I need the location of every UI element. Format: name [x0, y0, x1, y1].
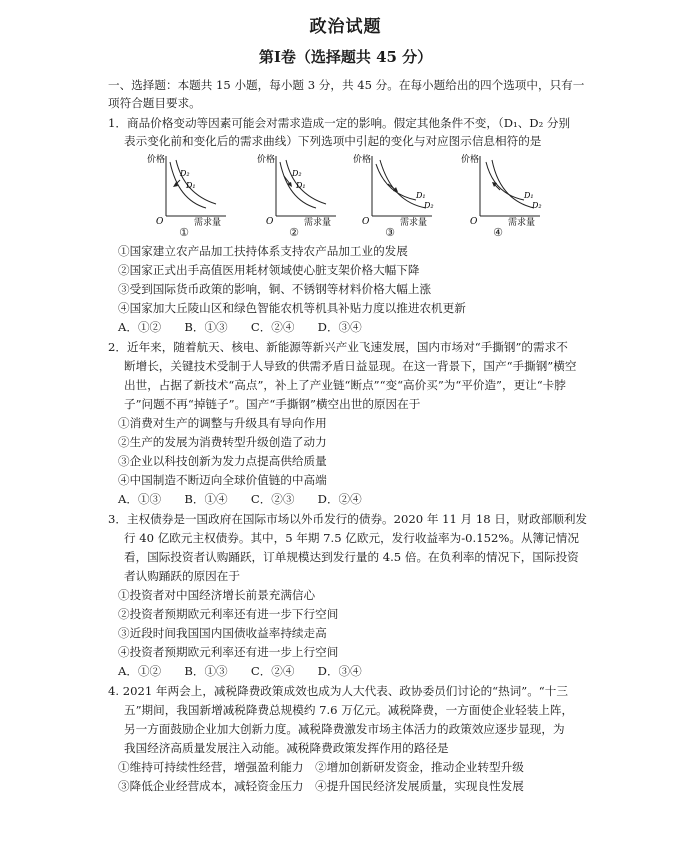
- q1-stem-line: 1．商品价格变动等因素可能会对需求造成一定的影响。假定其他条件不变，（D₁、D₂ 分别: [108, 116, 571, 130]
- x-axis-label: 需求量: [508, 218, 536, 226]
- origin-label: O: [156, 217, 164, 226]
- q3-stem-line: 3．主权债券是一国政府在国际市场以外币发行的债券。2020 年 11 月 18 日，财政部顺利发: [108, 512, 588, 526]
- q2-options: A．①③ B．①④ C．②③ D．②④: [118, 492, 362, 506]
- q2-statement: ②生产的发展为消费转型升级创造了动力: [118, 435, 327, 449]
- chart-number: ③: [385, 226, 395, 239]
- y-axis-label: 价格: [353, 155, 372, 165]
- section-title: 第Ⅰ卷（选择题共 45 分）: [258, 48, 433, 66]
- x-axis-label: 需求量: [400, 218, 428, 226]
- origin-label: O: [266, 217, 274, 226]
- q1-statement: ④国家加大丘陵山区和绿色智能农机等机具补贴力度以推进农机更新: [118, 301, 466, 315]
- q3-statement: ④投资者预期欧元利率还有进一步上行空间: [118, 645, 339, 659]
- instructions-line: 一、选择题：本题共 15 小题，每小题 3 分，共 45 分。在每小题给出的四个选项中，只有一: [108, 78, 585, 92]
- d1-label: D₁: [416, 191, 426, 200]
- q1-statement: ①国家建立农产品加工扶持体系支持农产品加工业的发展: [118, 244, 408, 258]
- q3-options: A．①② B．①③ C．②④ D．③④: [118, 664, 362, 678]
- d2-label: D₂: [424, 201, 434, 210]
- y-axis-label: 价格: [147, 155, 166, 165]
- q1-demand-charts: [140, 150, 560, 242]
- q1-statement: ③受到国际货币政策的影响，铜、不锈钢等材料价格大幅上涨: [118, 282, 432, 296]
- demand-chart-3: [350, 150, 440, 242]
- x-axis-label: 需求量: [194, 218, 222, 226]
- q4-statement: ①维持可持续性经营，增强盈利能力 ②增加创新研发资金，推动企业转型升级: [118, 760, 524, 774]
- q3-stem-line: 看，国际投资者认购踊跃，订单规模达到发行量的 4.5 倍。在负利率的情况下，国际投资: [124, 550, 579, 564]
- q2-stem-line: 断增长，关键技术受制于人导致的供需矛盾日益显现。在这一背景下，国产“手撕钢”横空: [124, 359, 577, 373]
- q4-stem-line: 另一方面鼓励企业加大创新力度。减税降费激发市场主体活力的政策效应逐步显现，为: [124, 722, 565, 736]
- q3-statement: ①投资者对中国经济增长前景充满信心: [118, 588, 316, 602]
- d2-label: D₂: [180, 169, 190, 178]
- q4-statement: ③降低企业经营成本，减轻资金压力 ④提升国民经济发展质量，实现良性发展: [118, 779, 524, 793]
- q4-stem-line: 我国经济高质量发展注入动能。减税降费政策发挥作用的路径是: [124, 741, 449, 755]
- q3-stem-line: 者认购踊跃的原因在于: [124, 569, 240, 583]
- origin-label: O: [470, 217, 478, 226]
- chart-number: ②: [289, 226, 299, 239]
- q2-statement: ④中国制造不断迈向全球价值链的中高端: [118, 473, 327, 487]
- q1-options: A．①② B．①③ C．②④ D．③④: [118, 320, 362, 334]
- q2-stem-line: 出世，占据了新技术“高点”，补上了产业链“断点”“变“高价买”为“平价造”，更让“卡脖: [124, 378, 566, 392]
- origin-label: O: [362, 217, 370, 226]
- chart-number: ④: [493, 226, 503, 239]
- q2-statement: ③企业以科技创新为发力点提高供给质量: [118, 454, 327, 468]
- chart-number: ①: [179, 226, 189, 239]
- d1-label: D₁: [296, 181, 306, 190]
- q2-statement: ①消费对生产的调整与升级具有导向作用: [118, 416, 327, 430]
- page-title: 政治试题: [309, 17, 382, 37]
- q1-statement: ②国家正式出手高值医用耗材领域使心脏支架价格大幅下降: [118, 263, 420, 277]
- q3-stem-line: 行 40 亿欧元主权债券。其中，5 年期 7.5 亿欧元，发行收益率为-0.152%。从簿记情况: [124, 531, 579, 545]
- d2-label: D₂: [532, 201, 542, 210]
- y-axis-label: 价格: [257, 155, 276, 165]
- q1-stem-line: 表示变化前和变化后的需求曲线）下列选项中引起的变化与对应图示信息相符的是: [124, 134, 542, 148]
- q2-stem-line: 子”问题不再“掉链子”。国产“手撕钢”横空出世的原因在于: [124, 397, 421, 411]
- y-axis-label: 价格: [461, 155, 480, 165]
- d1-label: D₁: [524, 191, 534, 200]
- x-axis-label: 需求量: [304, 218, 332, 226]
- d1-label: D₁: [186, 181, 196, 190]
- demand-chart-1: [144, 150, 234, 242]
- instructions-line: 项符合题目要求。: [108, 96, 201, 110]
- q3-statement: ②投资者预期欧元利率还有进一步下行空间: [118, 607, 339, 621]
- q4-stem-line: 4. 2021 年两会上，减税降费政策成效也成为人大代表、政协委员们讨论的“热词”。“十三: [108, 684, 568, 698]
- demand-chart-2: [254, 150, 344, 242]
- q4-stem-line: 五”期间，我国新增减税降费总规模约 7.6 万亿元。减税降费，一方面使企业轻装上阵，: [124, 703, 574, 717]
- q3-statement: ③近段时间我国国内国债收益率持续走高: [118, 626, 327, 640]
- d2-label: D₂: [292, 169, 302, 178]
- q2-stem-line: 2．近年来，随着航天、核电、新能源等新兴产业飞速发展，国内市场对“手撕钢”的需求不: [108, 340, 568, 354]
- demand-chart-4: [458, 150, 548, 242]
